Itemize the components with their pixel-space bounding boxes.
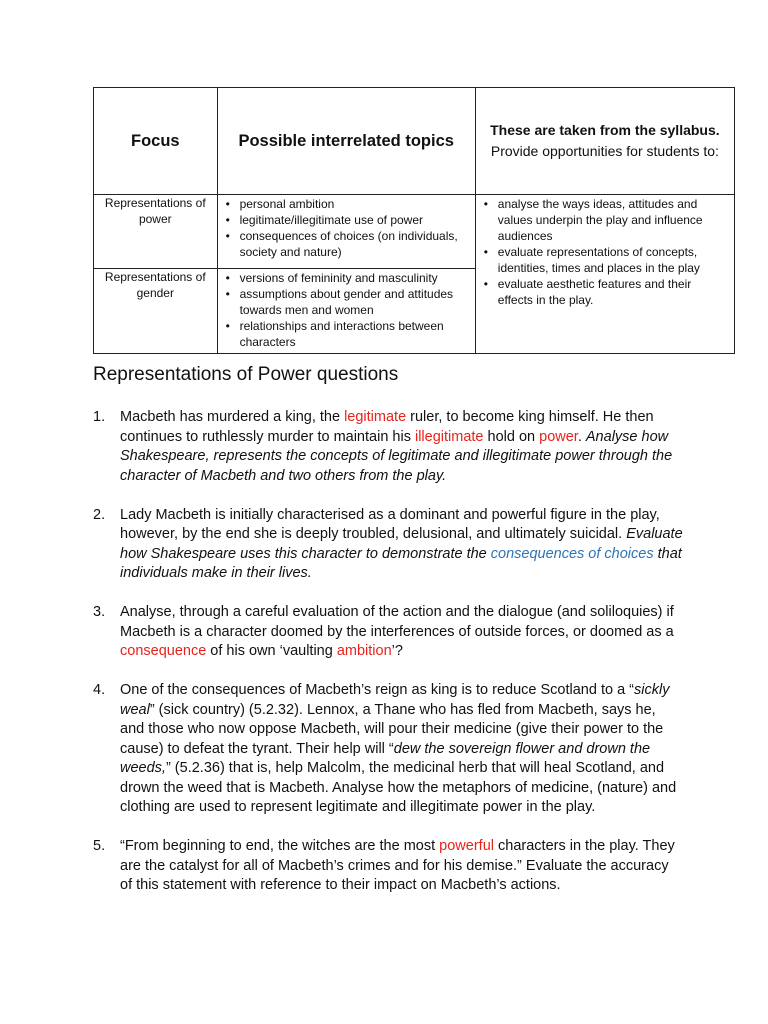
header-syllabus xyxy=(475,88,734,195)
topic-item: • legitimate/illegitimate use of power xyxy=(224,212,469,228)
question-text-run: consequences of choices xyxy=(490,545,654,562)
topic-item: • personal ambition xyxy=(224,196,469,212)
questions-list xyxy=(93,408,683,915)
header-syllabus-line1: These are taken from the syllabus. xyxy=(490,122,720,138)
question-item xyxy=(93,408,683,486)
question-text-run: Lady Macbeth is initially characterised as a dominant and powerful figure in the play, however, by the end she is deeply troubled, delusional, and ultimately suicidal. xyxy=(120,506,660,542)
opportunity-item: • analyse the ways ideas, attitudes and values underpin the play and influence audiences xyxy=(482,196,728,244)
question-text-run: ’? xyxy=(391,643,403,659)
row-label-gender: Representations of gender xyxy=(94,269,218,354)
question-text-run: characters in the play. They are the catalyst for all of Macbeth’s crimes and for his demise.” Evaluate the accuracy of this statement with reference to their impact on Macbeth’s actions. xyxy=(120,838,675,893)
question-text-run: of his own ‘vaulting xyxy=(206,643,337,659)
opportunity-item: • evaluate representations of concepts, identities, times and places in the play xyxy=(482,244,728,276)
header-topics: Possible interrelated topics xyxy=(217,88,475,195)
table-row-power xyxy=(94,195,735,269)
topic-item: • versions of femininity and masculinity xyxy=(224,270,469,286)
question-text-run: sickly weal xyxy=(120,682,670,718)
question-text-run: powerful xyxy=(439,838,494,854)
row-label-power: Representations of power xyxy=(94,195,218,269)
question-text-run: hold on xyxy=(483,428,540,445)
question-number: 1. xyxy=(93,409,106,425)
table-header-row xyxy=(94,88,735,195)
topic-item: • assumptions about gender and attitudes towards men and women xyxy=(224,286,469,318)
question-text-run: “From beginning to end, the witches are the most xyxy=(120,838,440,854)
question-text-run: illegitimate xyxy=(414,428,484,445)
syllabus-table xyxy=(93,87,735,354)
question-text-run: legitimate xyxy=(344,409,407,425)
topics-gender xyxy=(217,269,475,354)
question-text-run: Analyse, through a careful evaluation of the action and the dialogue (and soliloquies) if Macbeth is a character doomed by the interferences of outside forces, or doomed as a xyxy=(120,604,674,640)
question-text-run: Analyse how Shakespeare, represents the concepts of legitimate and illegitimate power through the character of Macbeth and two others from the play. xyxy=(120,428,673,484)
topic-item: • consequences of choices (on individuals, society and nature) xyxy=(224,228,469,260)
question-text-run: ” (5.2.36) that is, help Malcolm, the medicinal herb that will heal Scotland, and drown the weed that is Macbeth. Analyse how the metaphors of medicine, (nature) and clothing are used to represent legitimate and illegitimate power in the play. xyxy=(120,760,677,815)
question-text-run: ruler, to become king himself. He then continues to ruthlessly murder to maintain his xyxy=(120,409,654,445)
question-text-run: consequence xyxy=(120,643,207,659)
question-text-run: ambition xyxy=(336,643,392,659)
question-item xyxy=(93,506,683,584)
question-text-run: that individuals make in their lives. xyxy=(120,545,682,581)
opportunities-cell xyxy=(475,195,734,354)
topics-power xyxy=(217,195,475,269)
question-text-run: One of the consequences of Macbeth’s reign as king is to reduce Scotland to a “ xyxy=(120,682,634,698)
question-text-run: dew the sovereign flower and drown the weeds, xyxy=(120,740,651,776)
question-item xyxy=(93,837,683,896)
question-number: 4. xyxy=(93,682,106,698)
header-syllabus-line2: Provide opportunities for students to: xyxy=(490,143,719,159)
question-text-run: . xyxy=(577,428,586,445)
question-number: 2. xyxy=(93,506,106,523)
question-item xyxy=(93,603,683,662)
question-text-run: Macbeth has murdered a king, the xyxy=(120,409,345,425)
question-text-run: power xyxy=(539,428,578,445)
question-item xyxy=(93,681,683,818)
question-number: 5. xyxy=(93,838,106,854)
question-text-run: ” (sick country) (5.2.32). Lennox, a Thane who has fled from Macbeth, says he, and those who now oppose Macbeth, will pour their medicine (give their power to the cause) to defeat the tyrant. Their help will “ xyxy=(120,701,664,757)
question-text-run: Evaluate how Shakespeare uses this character to demonstrate the xyxy=(120,526,683,562)
opportunity-item: • evaluate aesthetic features and their effects in the play. xyxy=(482,276,728,308)
header-focus: Focus xyxy=(94,88,218,195)
topic-item: • relationships and interactions between characters xyxy=(224,318,469,350)
section-title: Representations of Power questions xyxy=(93,364,399,385)
question-number: 3. xyxy=(93,604,106,620)
